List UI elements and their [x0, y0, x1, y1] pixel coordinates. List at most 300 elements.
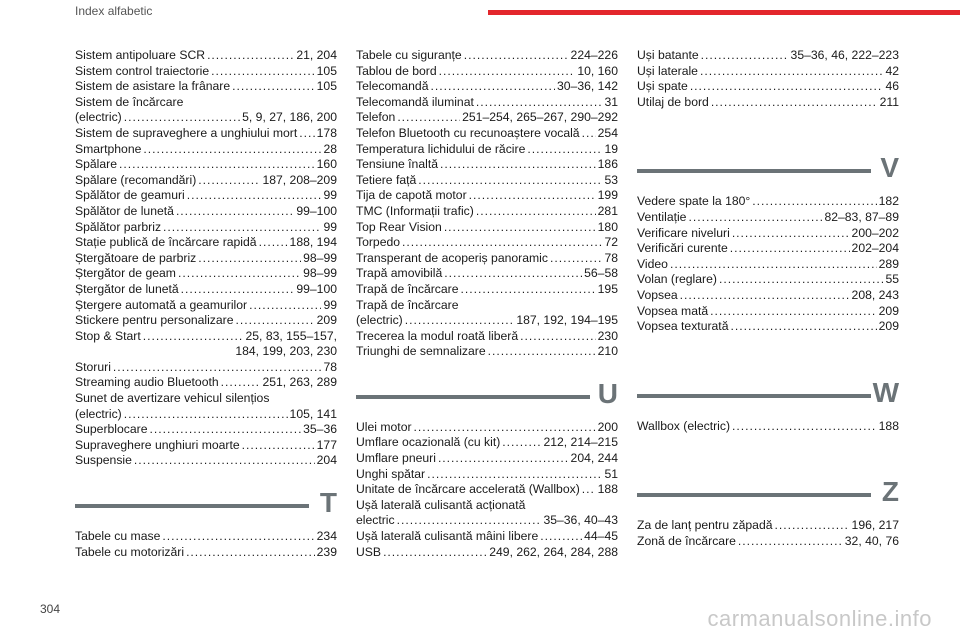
index-entry-pages: 289	[878, 256, 899, 271]
dot-leader	[221, 375, 261, 391]
index-entry[interactable]	[356, 142, 618, 158]
index-entry[interactable]	[75, 282, 337, 298]
index-entry-term: Uși batante	[637, 48, 699, 62]
index-entry-line	[356, 313, 618, 329]
index-entry-line	[75, 142, 337, 158]
dot-leader	[150, 422, 302, 438]
dot-leader	[198, 251, 301, 267]
index-entry-line	[637, 48, 899, 64]
index-entry-term: Verificare niveluri	[637, 225, 730, 240]
index-entry-term: Vopsea	[637, 287, 678, 302]
index-entry-pages: 19	[604, 141, 618, 156]
index-entry-pages: 28	[323, 141, 337, 156]
index-entry[interactable]	[75, 438, 337, 454]
section-rule	[637, 169, 871, 173]
index-entry-term: Ventilație	[637, 209, 687, 224]
index-entry-line	[637, 64, 899, 80]
index-entry-term: Sistem control traiectorie	[75, 63, 210, 78]
index-entry[interactable]	[637, 241, 899, 257]
dot-leader	[259, 235, 288, 251]
dot-leader	[444, 266, 582, 282]
dot-leader	[402, 235, 602, 251]
index-entry[interactable]	[75, 266, 337, 282]
index-entry[interactable]	[75, 142, 337, 158]
index-entry-pages: 21, 204	[296, 48, 337, 62]
index-entry[interactable]	[75, 173, 337, 189]
section-rule	[75, 504, 309, 508]
index-entry-term: Tensiune înaltă	[356, 157, 438, 172]
index-entry-term-line: Trapă de încărcare	[356, 297, 459, 312]
dot-leader	[119, 157, 315, 173]
index-entry[interactable]	[75, 251, 337, 267]
index-entry[interactable]	[637, 95, 899, 111]
dot-leader	[178, 266, 301, 282]
index-entry-term-line: Ușă laterală culisantă acționată	[356, 497, 526, 512]
dot-leader	[207, 48, 294, 64]
index-entry[interactable]	[356, 329, 618, 345]
index-entry-line	[75, 204, 337, 220]
index-entry[interactable]	[75, 298, 337, 314]
index-entry-term: Verificări curente	[637, 241, 728, 256]
index-entry-line	[356, 529, 618, 545]
index-entry[interactable]	[637, 319, 899, 335]
dot-leader	[397, 110, 460, 126]
dot-leader	[701, 48, 789, 64]
dot-leader	[414, 420, 596, 436]
index-entry-line	[637, 518, 899, 534]
index-entry-line	[75, 266, 337, 282]
index-entry-pages: 105	[316, 63, 337, 78]
dot-leader	[730, 319, 876, 335]
index-entry[interactable]	[356, 435, 618, 451]
index-entry-term: TMC (Informații trafic)	[356, 203, 474, 218]
section-rule	[637, 394, 871, 398]
dot-leader	[143, 329, 244, 345]
index-entry[interactable]	[356, 498, 618, 529]
index-entry-pages: 210	[597, 344, 618, 359]
index-entry-term: Tablou de bord	[356, 63, 437, 78]
index-entry[interactable]	[637, 79, 899, 95]
index-entry-term: Telefon Bluetooth cu recunoaștere vocală	[356, 125, 580, 140]
index-entry-term-line: Sunet de avertizare vehicul silențios	[75, 391, 270, 406]
index-entry[interactable]	[637, 534, 899, 550]
dot-leader	[211, 64, 315, 80]
dot-leader	[186, 545, 315, 561]
index-entry-line	[637, 304, 899, 320]
index-entry-pages-continued: 184, 199, 203, 230	[235, 344, 337, 359]
index-entry-pages: 99–100	[296, 281, 337, 296]
dot-leader	[134, 453, 315, 469]
index-entry-pages: 200	[597, 419, 618, 434]
index-entry-term: (electric)	[356, 313, 403, 328]
index-entry-line	[356, 435, 618, 451]
index-entry-term: (electric)	[75, 110, 122, 125]
index-entry-line	[75, 375, 337, 391]
index-entry[interactable]	[75, 545, 337, 561]
index-entry-term: Temperatura lichidului de răcire	[356, 141, 526, 156]
dot-leader	[732, 226, 850, 242]
index-entry-line	[75, 329, 337, 345]
index-entry-line	[356, 95, 618, 111]
dot-leader	[752, 194, 876, 210]
index-entry[interactable]	[356, 157, 618, 173]
section-rule	[356, 395, 590, 399]
index-entry-pages: 208, 243	[851, 287, 899, 302]
index-entry[interactable]	[356, 235, 618, 251]
dot-leader	[670, 257, 877, 273]
index-entry-term-line: Sistem de încărcare	[75, 94, 184, 109]
index-entry-line	[356, 420, 618, 436]
index-entry-line	[75, 235, 337, 251]
index-entry-pages: 230	[597, 328, 618, 343]
index-entry-pages: 200–202	[851, 225, 899, 240]
dot-leader	[431, 79, 556, 95]
section-spacer	[637, 434, 899, 458]
section-letter: W	[872, 376, 899, 408]
index-entry[interactable]	[356, 188, 618, 204]
index-entry-term: Stație publică de încărcare rapidă	[75, 235, 257, 250]
index-entry[interactable]	[356, 545, 618, 561]
index-entry-line	[637, 319, 899, 335]
index-entry-term: Stop & Start	[75, 328, 141, 343]
index-entry-line	[356, 142, 618, 158]
index-entry-line	[356, 482, 618, 498]
index-entry-pages: 10, 160	[577, 63, 618, 78]
index-entry-term: Zonă de încărcare	[637, 533, 736, 548]
index-entry[interactable]	[356, 451, 618, 467]
index-entry[interactable]	[75, 95, 337, 126]
index-entry-pages: 209	[316, 313, 337, 328]
index-entry-line	[75, 438, 337, 454]
index-entry-term: Streaming audio Bluetooth	[75, 375, 219, 390]
index-entry-pages: 188, 194	[289, 235, 337, 250]
index-entry-term: Sistem de supraveghere a unghiului mort	[75, 125, 298, 140]
index-entry-line	[356, 48, 618, 64]
index-entry-term: Vedere spate la 180°	[637, 194, 751, 209]
section-spacer	[637, 335, 899, 359]
index-entry-pages: 78	[323, 359, 337, 374]
index-entry-pages: 30–36, 142	[557, 79, 618, 94]
dot-leader	[249, 298, 321, 314]
index-entry-term: Uși laterale	[637, 63, 698, 78]
index-entry-term: Trapă amovibilă	[356, 266, 443, 281]
dot-leader	[540, 529, 582, 545]
index-entry[interactable]	[356, 204, 618, 220]
dot-leader	[198, 173, 260, 189]
index-entry-line	[356, 451, 618, 467]
index-entry-line	[356, 126, 618, 142]
index-entry-pages: 211	[879, 94, 899, 109]
index-entry[interactable]	[75, 79, 337, 95]
dot-leader	[582, 126, 596, 142]
index-entry[interactable]	[75, 126, 337, 142]
index-entry-line	[637, 419, 899, 435]
index-entry-term: Top Rear Vision	[356, 219, 442, 234]
index-entry-term: Ștergere automată a geamurilor	[75, 297, 248, 312]
index-entry[interactable]	[637, 304, 899, 320]
index-entry-pages: 224–226	[570, 48, 618, 62]
index-entry[interactable]	[356, 467, 618, 483]
index-entry[interactable]	[637, 210, 899, 226]
index-entry[interactable]	[75, 235, 337, 251]
index-entry[interactable]	[75, 453, 337, 469]
index-entry[interactable]	[75, 529, 337, 545]
index-entry-line	[637, 534, 899, 550]
index-entry-term: Video	[637, 256, 668, 271]
index-entry[interactable]	[637, 419, 899, 435]
index-entry-pages: 35–36	[303, 422, 337, 437]
dot-leader	[124, 407, 288, 423]
index-entry-term: Spălător de lunetă	[75, 203, 174, 218]
dot-leader	[162, 529, 314, 545]
index-entry-pages: 99	[323, 188, 337, 203]
index-entry[interactable]	[356, 110, 618, 126]
index-entry-term: Umflare pneuri	[356, 451, 436, 466]
index-entry-pages: 239	[316, 544, 337, 559]
index-entry-pages: 178	[316, 125, 337, 140]
index-entry-pages: 195	[597, 281, 618, 296]
header-title: Index alfabetic	[75, 4, 153, 18]
index-entry-pages: 209	[878, 303, 899, 318]
index-entry[interactable]	[75, 220, 337, 236]
index-entry-pages: 35–36, 46, 222–223	[790, 48, 899, 62]
index-entry-pages: 25, 83, 155–157,	[245, 328, 337, 343]
index-entry[interactable]	[356, 529, 618, 545]
index-entry-pages: 199	[597, 188, 618, 203]
index-entry-term: electric	[356, 513, 395, 528]
section-letter: U	[597, 377, 618, 409]
index-entry[interactable]	[637, 64, 899, 80]
index-entry[interactable]	[637, 226, 899, 242]
index-entry-pages: 105	[316, 79, 337, 94]
index-entry-line	[356, 110, 618, 126]
index-entry-term: Za de lanț pentru zăpadă	[637, 518, 773, 533]
index-entry-line	[356, 64, 618, 80]
index-entry-pages: 35–36, 40–43	[543, 513, 618, 528]
index-entry-line	[75, 220, 337, 236]
index-entry-line	[75, 298, 337, 314]
dot-leader	[236, 313, 315, 329]
index-entry-term: Telecomandă iluminat	[356, 94, 474, 109]
index-entry-pages: 44–45	[584, 529, 618, 544]
index-entry-pages: 188	[878, 418, 899, 433]
index-entry[interactable]	[356, 64, 618, 80]
index-entry-pages: 31	[604, 94, 618, 109]
index-entry-pages: 78	[604, 250, 618, 265]
index-entry[interactable]	[75, 204, 337, 220]
dot-leader	[527, 142, 602, 158]
index-entry-line	[637, 257, 899, 273]
index-entry-line	[356, 266, 618, 282]
index-entry-line	[75, 188, 337, 204]
dot-leader	[440, 157, 596, 173]
index-entry-pages: 204, 244	[570, 451, 618, 466]
dot-leader	[405, 313, 515, 329]
dot-leader	[299, 126, 314, 142]
dot-leader	[520, 329, 596, 345]
index-entry-line	[637, 210, 899, 226]
index-entry-term: Transperant de acoperiș panoramic	[356, 250, 548, 265]
index-entry[interactable]	[637, 272, 899, 288]
index-entry-term: Vopsea texturată	[637, 319, 729, 334]
index-column-3	[637, 48, 899, 550]
dot-leader	[438, 451, 569, 467]
index-entry-term: Vopsea mată	[637, 303, 709, 318]
index-entry-pages: 55	[885, 272, 899, 287]
index-entry-line	[75, 360, 337, 376]
dot-leader	[738, 534, 843, 550]
index-entry-term: Telefon	[356, 110, 396, 125]
index-entry-pages: 187, 208–209	[262, 172, 337, 187]
dot-leader	[397, 513, 542, 529]
index-entry-pages: 281	[597, 203, 618, 218]
index-entry[interactable]	[356, 344, 618, 360]
dot-leader	[476, 204, 596, 220]
index-entry-term: Ștergătoare de parbriz	[75, 250, 197, 265]
index-entry-pages: 177	[316, 437, 337, 452]
index-entry-pages: 202–204	[851, 241, 899, 256]
dot-leader	[444, 220, 596, 236]
index-entry-pages: 99	[323, 297, 337, 312]
index-entry[interactable]	[75, 48, 337, 64]
index-entry-term: Volan (reglare)	[637, 272, 717, 287]
index-entry-line	[356, 282, 618, 298]
index-entry[interactable]	[356, 95, 618, 111]
index-entry-line	[637, 288, 899, 304]
index-entry-term: Ștergător de lunetă	[75, 281, 179, 296]
index-entry[interactable]	[356, 251, 618, 267]
index-entry-term: Unghi spătar	[356, 466, 426, 481]
index-entry-line	[75, 110, 337, 126]
index-entry-term: Spălare (recomandări)	[75, 172, 197, 187]
index-entry[interactable]	[637, 48, 899, 64]
index-entry-term: Trapă de încărcare	[356, 281, 459, 296]
index-entry-term: (electric)	[75, 406, 122, 421]
index-entry-line	[637, 241, 899, 257]
index-entry-line	[75, 48, 337, 64]
index-entry[interactable]	[356, 173, 618, 189]
dot-leader	[550, 251, 602, 267]
index-entry-term: Telecomandă	[356, 79, 429, 94]
index-entry-line	[75, 407, 337, 423]
index-entry-pages: 234	[316, 529, 337, 544]
index-entry[interactable]	[75, 188, 337, 204]
section-letter: V	[880, 152, 899, 184]
index-entry[interactable]	[637, 194, 899, 210]
index-entry[interactable]	[356, 220, 618, 236]
index-entry-term: Supraveghere unghiuri moarte	[75, 437, 240, 452]
dot-leader	[187, 188, 322, 204]
index-entry[interactable]	[75, 64, 337, 80]
page-number: 304	[40, 602, 61, 616]
index-entry-pages: 46	[885, 79, 899, 94]
index-entry-term: Umflare ocazională (cu kit)	[356, 435, 501, 450]
index-entry[interactable]	[356, 482, 618, 498]
index-entry[interactable]	[75, 329, 337, 360]
index-entry-term: Spălare	[75, 157, 118, 172]
index-entry[interactable]	[356, 79, 618, 95]
index-entry-term: Uși spate	[637, 79, 688, 94]
index-entry-line	[356, 251, 618, 267]
dot-leader	[719, 272, 883, 288]
dot-leader	[464, 48, 569, 64]
section-heading	[637, 142, 899, 192]
index-entry[interactable]	[75, 375, 337, 391]
dot-leader	[383, 545, 487, 561]
index-entry-pages: 182	[878, 194, 899, 209]
index-entry[interactable]	[356, 48, 618, 64]
index-entry-term: Superblocare	[75, 422, 148, 437]
index-entry-pages: 98–99	[303, 266, 337, 281]
index-entry-line	[356, 204, 618, 220]
index-entry-term: Wallbox (electric)	[637, 418, 731, 433]
dot-leader	[163, 220, 321, 236]
index-entry[interactable]	[356, 266, 618, 282]
index-entry-line	[356, 344, 618, 360]
index-entry[interactable]	[356, 298, 618, 329]
dot-leader	[143, 142, 321, 158]
index-entry[interactable]	[637, 518, 899, 534]
index-entry-term: USB	[356, 544, 382, 559]
index-entry-pages: 186	[597, 157, 618, 172]
index-entry-term: Tija de capotă motor	[356, 188, 467, 203]
index-entry-line	[356, 188, 618, 204]
index-column-2	[356, 48, 618, 560]
index-entry-pages: 180	[597, 219, 618, 234]
index-entry[interactable]	[356, 126, 618, 142]
index-entry[interactable]	[75, 360, 337, 376]
index-entry-line	[637, 272, 899, 288]
index-entry-line	[75, 545, 337, 561]
index-entry[interactable]	[637, 257, 899, 273]
dot-leader	[688, 210, 822, 226]
dot-leader	[502, 435, 541, 451]
index-entry-pages: 212, 214–215	[543, 435, 618, 450]
section-spacer	[637, 110, 899, 134]
index-entry-term: Ușă laterală culisantă mâini libere	[356, 529, 539, 544]
dot-leader	[427, 467, 602, 483]
section-heading	[637, 466, 899, 516]
dot-leader	[476, 95, 603, 111]
index-entry[interactable]	[75, 157, 337, 173]
index-entry[interactable]	[356, 282, 618, 298]
index-entry-term: Spălător de geamuri	[75, 188, 185, 203]
index-entry[interactable]	[356, 420, 618, 436]
index-entry-line	[637, 226, 899, 242]
index-entry-pages: 42	[885, 63, 899, 78]
index-entry-pages: 254	[597, 125, 618, 140]
index-entry-pages: 196, 217	[851, 518, 899, 533]
index-entry-term: Tabele cu mase	[75, 529, 161, 544]
index-entry[interactable]	[75, 422, 337, 438]
section-heading	[356, 368, 618, 418]
index-entry[interactable]	[75, 391, 337, 422]
index-entry-line	[75, 79, 337, 95]
index-entry-term: Utilaj de bord	[637, 94, 709, 109]
index-entry-line	[356, 173, 618, 189]
index-entry-line	[356, 513, 618, 529]
index-entry-pages: 249, 262, 264, 284, 288	[489, 544, 618, 559]
index-entry[interactable]	[75, 313, 337, 329]
section-heading	[75, 477, 337, 527]
index-entry[interactable]	[637, 288, 899, 304]
index-entry-term: Ulei motor	[356, 419, 412, 434]
index-entry-pages: 5, 9, 27, 186, 200	[242, 110, 337, 125]
section-letter: Z	[881, 476, 899, 508]
index-entry-pages: 98–99	[303, 250, 337, 265]
dot-leader	[469, 188, 596, 204]
index-entry-term: Suspensie	[75, 453, 132, 468]
